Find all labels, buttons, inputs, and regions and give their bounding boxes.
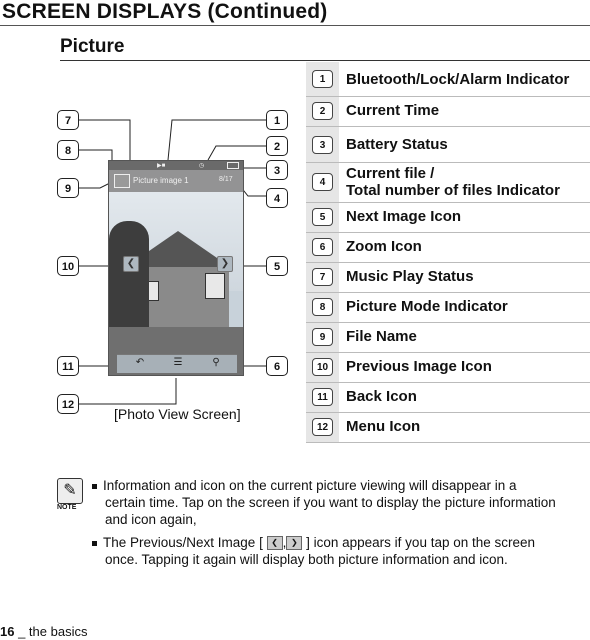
leader-2 (208, 146, 266, 160)
bullet-square-icon (92, 484, 97, 489)
legend-number: 11 (312, 388, 333, 406)
photo-view-screen (108, 160, 244, 376)
legend-number: 8 (312, 298, 333, 316)
callout-5: 5 (266, 256, 288, 276)
photo-window (205, 273, 225, 299)
legend-label: Bluetooth/Lock/Alarm Indicator (346, 71, 570, 88)
legend-number: 5 (312, 208, 333, 226)
legend-row (306, 202, 590, 233)
bullet-square-icon (92, 541, 97, 546)
legend-row (306, 382, 590, 413)
leader-12 (79, 378, 176, 404)
section-title: Picture (60, 36, 125, 57)
legend-row (306, 262, 590, 293)
legend-number: 2 (312, 102, 333, 120)
leader-7 (79, 120, 130, 160)
legend-row (306, 322, 590, 353)
legend-label: Zoom Icon (346, 238, 422, 255)
note-label: NOTE (57, 504, 77, 511)
legend-number: 7 (312, 268, 333, 286)
legend-label: Back Icon (346, 388, 417, 405)
note-bullet (92, 477, 587, 528)
callout-11: 11 (57, 356, 79, 376)
legend-number: 12 (312, 418, 333, 436)
legend-label: Current file / (346, 165, 435, 182)
legend-label: Previous Image Icon (346, 358, 492, 375)
previous-image-icon[interactable]: ❮ (123, 256, 139, 272)
note-text: , (282, 535, 287, 550)
callout-3: 3 (266, 160, 288, 180)
figure-caption: [Photo View Screen] (114, 406, 241, 422)
page-header-title: SCREEN DISPLAYS (Continued) (2, 0, 328, 23)
back-icon[interactable]: ↶ (135, 357, 145, 368)
note-text: The Previous/Next Image [ (103, 535, 263, 550)
note-text: certain time. Tap on the screen if you want to display the picture information (105, 495, 556, 510)
legend-number: 1 (312, 70, 333, 88)
legend-row (306, 352, 590, 383)
leader-1 (168, 120, 266, 160)
legend-label: Battery Status (346, 136, 448, 153)
callout-4: 4 (266, 188, 288, 208)
legend-label: Menu Icon (346, 418, 421, 435)
callout-12: 12 (57, 394, 79, 414)
legend-number: 10 (312, 358, 333, 376)
legend-number: 3 (312, 136, 333, 154)
clock-icon: ◷ (199, 163, 205, 169)
callout-2: 2 (266, 136, 288, 156)
legend-row (306, 232, 590, 263)
callout-10: 10 (57, 256, 79, 276)
note-bullet (92, 534, 587, 568)
legend-row (306, 62, 590, 97)
next-image-icon: ❯ (286, 536, 302, 550)
note-text: ] icon appears if you tap on the screen (306, 535, 536, 550)
legend-number: 6 (312, 238, 333, 256)
callout-8: 8 (57, 140, 79, 160)
note-text: Information and icon on the current picture viewing will disappear in a (103, 478, 517, 493)
callout-6: 6 (266, 356, 288, 376)
legend-label: Picture Mode Indicator (346, 298, 508, 315)
legend-row (306, 162, 590, 203)
legend-label: File Name (346, 328, 417, 345)
legend-number: 9 (312, 328, 333, 346)
legend-label: Music Play Status (346, 268, 474, 285)
menu-icon[interactable]: ☰ (173, 357, 183, 368)
note-text: once. Tapping it again will display both picture information and icon. (105, 552, 508, 567)
legend-label: Current Time (346, 102, 440, 119)
legend-row (306, 96, 590, 127)
device-status-bar (109, 161, 244, 170)
legend-number: 4 (312, 173, 333, 191)
legend-row (306, 412, 590, 443)
callout-7: 7 (57, 110, 79, 130)
battery-icon (227, 162, 239, 169)
device-file-name: Picture image 1 (133, 176, 189, 185)
legend-label: Next Image Icon (346, 208, 462, 225)
next-image-icon[interactable]: ❯ (217, 256, 233, 272)
page-number: 16 (0, 624, 15, 639)
callout-9: 9 (57, 178, 79, 198)
page-footer (0, 624, 87, 639)
picture-mode-icon (114, 174, 130, 188)
legend-row (306, 292, 590, 323)
music-play-status-icon: ▶■ (157, 163, 166, 169)
callout-1: 1 (266, 110, 288, 130)
legend-row (306, 126, 590, 163)
zoom-icon[interactable]: ⚲ (212, 357, 220, 368)
note-text: and icon again, (105, 512, 197, 527)
footer-text: _ the basics (14, 624, 88, 639)
legend-label-line2: Total number of files Indicator (346, 182, 560, 199)
previous-image-icon: ❮ (267, 536, 283, 550)
device-file-count: 8/17 (219, 176, 233, 183)
note-pencil-icon: ✎ (57, 478, 83, 504)
